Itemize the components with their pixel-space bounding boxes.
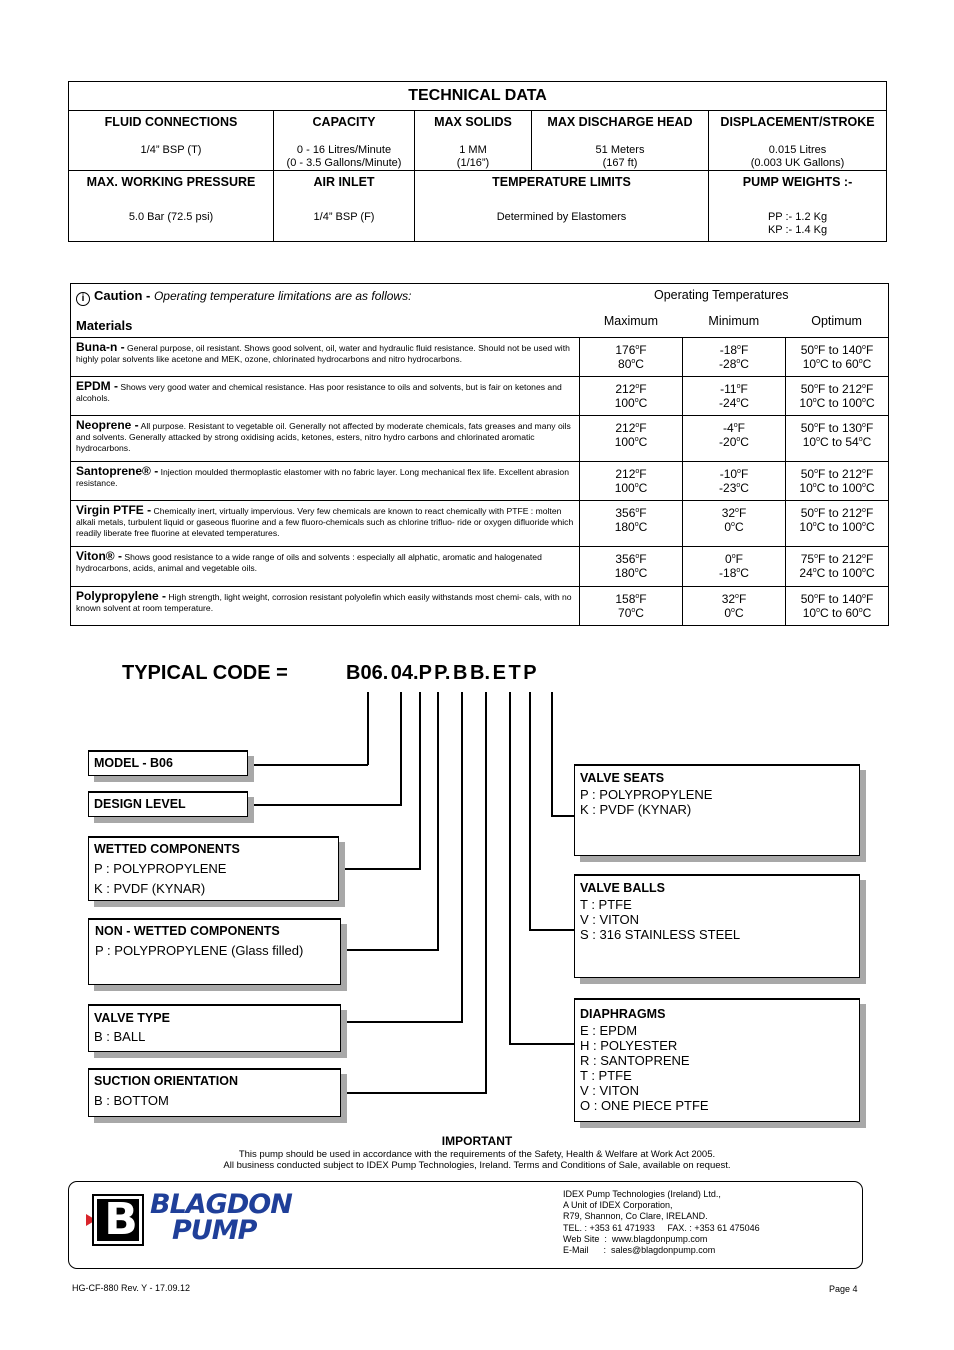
temp-number: 70 — [618, 606, 632, 620]
degree-unit: o — [814, 507, 818, 514]
temp-number: 54 — [845, 435, 859, 449]
temp-number: -10 — [719, 467, 738, 481]
material-row — [71, 416, 889, 462]
tech-cell-label: CAPACITY — [312, 115, 376, 129]
tech-cell-value — [415, 211, 708, 224]
tech-value-line: (0.003 UK Gallons) — [750, 157, 845, 169]
temp-optimum: 50$^o$F to 140$^o$F 10$^o$C to 60$^o$C — [786, 338, 889, 377]
material-row — [71, 547, 889, 587]
typical-code-value: B06. 04.P P. B B. E T P — [346, 662, 537, 684]
degree-unit: o — [858, 358, 863, 365]
material-description — [71, 547, 580, 587]
tech-cell-value — [709, 144, 886, 170]
temp-unit: C — [638, 481, 648, 495]
temp-number: 10 — [802, 606, 817, 620]
degree-unit: o — [631, 358, 636, 365]
tech-value-line: 0 - 16 Litres/Minute — [296, 144, 392, 156]
degree-unit: o — [814, 383, 818, 390]
temp-number: 176 — [615, 343, 636, 357]
temp-unit: F — [865, 343, 874, 357]
temp-unit: C — [862, 606, 872, 620]
temp-unit: F — [639, 467, 647, 481]
col-optimum: Optimum — [811, 314, 862, 328]
degree-unit: o — [862, 482, 866, 489]
tech-cell-label: TEMPERATURE LIMITS — [492, 175, 631, 189]
temp-number: 50 — [800, 467, 815, 481]
degree-unit: o — [737, 468, 741, 475]
temp-unit: C — [638, 520, 648, 534]
tech-cell-value — [415, 144, 531, 170]
temp-unit: C — [638, 435, 648, 449]
degree-unit: o — [731, 521, 735, 528]
degree-unit: o — [635, 593, 640, 600]
material-desc-text: Chemically inert, virtually impervious. Very few chemicals are known to react chemically with PTFE : molten alkali metals, turbulent liquid or gaseous fluorine and a few fluoro-chemicals such as chlorine trifluo- ride or oxygen difluoride which readily liberate free fluorine at elevated temperatures. — [76, 506, 574, 538]
tech-cell — [709, 111, 887, 171]
tech-cell-value — [274, 144, 414, 170]
materials-table — [70, 283, 889, 626]
degree-unit: o — [862, 397, 866, 404]
temp-unit: C — [740, 481, 749, 495]
caution-label: Caution - — [94, 288, 151, 303]
material-name: Polypropylene - — [76, 589, 167, 603]
temp-unit: F — [740, 343, 749, 357]
temp-number: 180 — [614, 566, 635, 580]
temp-number: 212 — [842, 382, 863, 396]
temp-number: 0 — [725, 552, 732, 566]
tech-cell — [709, 171, 887, 242]
degree-unit: o — [736, 383, 741, 390]
valve-balls-box: VALVE BALLS T : PTFE V : VITON S : 316 STAINLESS STEEL — [574, 874, 860, 978]
temp-min — [683, 338, 786, 377]
tech-value-line: 1/4” BSP (T) — [140, 144, 202, 156]
tech-cell-label: AIR INLET — [313, 175, 375, 189]
tech-value-line: 0.015 Litres — [768, 144, 827, 156]
temp-number: -23 — [719, 481, 737, 495]
material-row — [71, 587, 889, 626]
material-row — [71, 338, 889, 377]
degree-unit: o — [812, 567, 817, 574]
temp-number: 212 — [842, 552, 863, 566]
temp-number: 50 — [800, 506, 815, 520]
technical-data-table — [68, 81, 887, 242]
temp-number: 100 — [614, 396, 635, 410]
temp-number: 50 — [800, 382, 815, 396]
material-desc-text: Shows good resistance to a wide range of oils and solvents : especially all alphatic, aromatic and halogenated hydrocarbons, acids, animal and vegetable oils. — [76, 552, 542, 573]
temp-unit: F — [639, 506, 647, 520]
degree-unit: o — [631, 607, 636, 614]
tech-value-line: 1/4” BSP (F) — [313, 211, 375, 223]
tech-cell-label: FLUID CONNECTIONS — [104, 115, 238, 129]
temp-unit: C — [816, 481, 826, 495]
temp-unit: F — [738, 506, 747, 520]
degree-unit: o — [814, 553, 818, 560]
info-circle-icon: i — [76, 292, 90, 306]
temp-unit: C — [740, 357, 749, 371]
tech-value-line: 51 Meters — [595, 144, 645, 156]
temp-unit: F — [817, 552, 826, 566]
temp-max — [580, 547, 683, 587]
degree-unit: o — [731, 553, 736, 560]
suction-orientation-box: SUCTION ORIENTATION B : BOTTOM — [88, 1068, 341, 1117]
degree-unit: o — [635, 468, 640, 475]
temp-number: 212 — [615, 421, 636, 435]
temp-number: 130 — [842, 421, 863, 435]
degree-unit: o — [862, 344, 866, 351]
degree-unit: o — [858, 436, 863, 443]
degree-unit: o — [634, 521, 639, 528]
temp-number: 212 — [842, 467, 863, 481]
temp-unit: C — [865, 566, 875, 580]
temp-optimum: 50$^o$F to 130$^o$F 10$^o$C to 54$^o$C — [786, 416, 889, 462]
non-wetted-components-box: NON - WETTED COMPONENTS P : POLYPROPYLENE (Glass filled) — [88, 918, 341, 985]
degree-unit: o — [814, 344, 818, 351]
col-minimum: Minimum — [708, 314, 760, 328]
temp-unit: F — [735, 552, 743, 566]
wetted-components-box: WETTED COMPONENTS P : POLYPROPYLENE K : PVDF (KYNAR) — [88, 836, 339, 901]
temp-number: -28 — [719, 357, 737, 371]
caution-text: Operating temperature limitations are as follows: — [153, 289, 412, 303]
temp-number: 32 — [721, 592, 736, 606]
temp-optimum: 75$^o$F to 212$^o$F 24$^o$C to 100$^o$C — [786, 547, 889, 587]
document-reference: HG-CF-880 Rev. Y - 17.09.12 — [72, 1283, 191, 1293]
temp-unit: F — [817, 421, 826, 435]
tech-cell-label: MAX DISCHARGE HEAD — [547, 115, 693, 129]
tech-cell — [532, 111, 709, 171]
material-desc-text: High strength, light weight, corrosion resistant polyolefin which easily withstands most chemi- cals, with no known solvent at room temperature. — [76, 592, 572, 613]
material-name: Virgin PTFE - — [76, 503, 152, 517]
tech-cell-label: MAX. WORKING PRESSURE — [86, 175, 256, 189]
temp-unit: F — [639, 552, 647, 566]
tech-value-line: (1/16”) — [456, 157, 490, 169]
degree-unit: o — [634, 567, 639, 574]
temp-number: 50 — [800, 421, 815, 435]
temp-number: 60 — [845, 606, 859, 620]
temp-unit: F — [639, 382, 647, 396]
temp-unit: C — [740, 435, 749, 449]
temp-unit: F — [817, 343, 826, 357]
temp-number: 212 — [842, 506, 863, 520]
caution-cell — [71, 284, 580, 338]
temp-optimum: 50$^o$F to 212$^o$F 10$^o$C to 100$^o$C — [786, 462, 889, 501]
tech-cell-label: PUMP WEIGHTS :- — [742, 175, 853, 189]
temp-unit: F — [817, 592, 826, 606]
degree-unit: o — [862, 521, 866, 528]
degree-unit: o — [736, 436, 741, 443]
temp-unit: C — [734, 520, 744, 534]
temp-min — [683, 377, 786, 416]
tech-cell — [274, 171, 415, 242]
op-temps-header — [580, 284, 889, 338]
important-line-2: All business conducted subject to IDEX Pump Technologies, Ireland. Terms and Conditions of Sale, available on request. — [223, 1160, 731, 1171]
temp-number: -18 — [719, 566, 737, 580]
blagdon-pump-logo — [84, 1189, 304, 1248]
design-level-box: DESIGN LEVEL — [88, 791, 248, 817]
degree-unit: o — [733, 422, 738, 429]
degree-unit: o — [736, 397, 741, 404]
tech-value-line: KP :- 1.4 Kg — [767, 224, 828, 236]
temp-number: 32 — [721, 506, 736, 520]
temp-number: -4 — [723, 421, 734, 435]
temp-number: 10 — [802, 357, 817, 371]
temp-optimum: 50$^o$F to 140$^o$F 10$^o$C to 60$^o$C — [786, 587, 889, 626]
temp-min — [683, 501, 786, 547]
temp-number: 180 — [614, 520, 635, 534]
temp-min — [683, 416, 786, 462]
temp-max — [580, 416, 683, 462]
temp-unit: C — [820, 606, 829, 620]
temp-unit: C — [638, 566, 648, 580]
temp-unit: F — [639, 343, 647, 357]
temp-number: 356 — [615, 552, 636, 566]
important-title: IMPORTANT — [441, 1134, 513, 1148]
degree-unit: o — [862, 383, 866, 390]
material-desc-text: Injection moulded thermoplastic elastomer with no fabric layer. Long mechanical flex life. Excellent abrasion resistance. — [76, 467, 569, 488]
degree-unit: o — [812, 521, 817, 528]
degree-unit: o — [736, 482, 741, 489]
material-description — [71, 501, 580, 547]
temp-unit: F — [639, 421, 647, 435]
logo-text-pump: PUMP — [172, 1215, 257, 1246]
temp-min — [683, 587, 786, 626]
temp-unit: C — [862, 435, 872, 449]
temp-unit: F — [865, 552, 874, 566]
temp-unit: F — [865, 382, 874, 396]
degree-unit: o — [731, 607, 735, 614]
material-desc-text: All purpose. Resistant to vegetable oil. Generally not affected by moderate chemicals, fats greases and many oils and solvents. Generally attacked by strong oxidising acids, ketones, esters, nitro hydro carbons and chlorinated aromatic hydrocarbons. — [76, 421, 571, 453]
temp-max — [580, 338, 683, 377]
temp-number: 10 — [799, 481, 813, 495]
temp-unit: F — [865, 421, 874, 435]
temp-unit: F — [817, 467, 826, 481]
material-description — [71, 416, 580, 462]
temp-unit: C — [820, 357, 829, 371]
temp-unit: C — [740, 566, 749, 580]
temp-unit: C — [816, 520, 826, 534]
temp-unit: C — [740, 396, 749, 410]
temp-unit: C — [816, 396, 826, 410]
temp-number: 356 — [615, 506, 636, 520]
temp-optimum: 50$^o$F to 212$^o$F 10$^o$C to 100$^o$C — [786, 501, 889, 547]
temp-number: 100 — [842, 520, 863, 534]
temp-unit: F — [865, 592, 874, 606]
degree-unit: o — [634, 436, 639, 443]
temp-number: 212 — [615, 467, 636, 481]
material-description — [71, 377, 580, 416]
temp-number: 50 — [800, 592, 815, 606]
temp-max — [580, 587, 683, 626]
material-name: Neoprene - — [76, 418, 139, 432]
degree-unit: o — [862, 422, 866, 429]
degree-unit: o — [816, 607, 820, 614]
temp-unit: F — [865, 467, 874, 481]
temp-unit: F — [738, 592, 747, 606]
temp-number: 0 — [724, 520, 732, 534]
temp-number: 100 — [842, 566, 863, 580]
op-temps-label: Operating Temperatures — [653, 288, 789, 302]
temp-optimum: 50$^o$F to 212$^o$F 10$^o$C to 100$^o$C — [786, 377, 889, 416]
material-description — [71, 587, 580, 626]
degree-unit: o — [735, 593, 739, 600]
technical-data-title: TECHNICAL DATA — [69, 82, 887, 111]
degree-unit: o — [816, 358, 820, 365]
diaphragms-box: DIAPHRAGMS E : EPDM H : POLYESTER R : SANTOPRENE T : PTFE V : VITON O : ONE PIECE PTFE — [574, 998, 860, 1122]
tech-value-line: 5.0 Bar (72.5 psi) — [128, 211, 214, 223]
temp-unit: F — [817, 382, 826, 396]
tech-value-line: (0 - 3.5 Gallons/Minute) — [286, 157, 402, 169]
degree-unit: o — [737, 344, 741, 351]
important-line-1: This pump should be used in accordance with the requirements of the Safety, Health & Welfare at Work Act 2005. — [238, 1149, 716, 1160]
temp-number: 10 — [799, 396, 813, 410]
temp-number: -20 — [719, 435, 737, 449]
temp-number: -11 — [720, 382, 737, 396]
tech-value-line: Determined by Elastomers — [496, 211, 627, 223]
material-row — [71, 462, 889, 501]
temp-min — [683, 547, 786, 587]
temp-number: 100 — [614, 435, 635, 449]
degree-unit: o — [634, 482, 639, 489]
degree-unit: o — [816, 436, 820, 443]
degree-unit: o — [635, 383, 640, 390]
temp-number: 0 — [724, 606, 732, 620]
degree-unit: o — [736, 358, 741, 365]
temp-unit: F — [865, 506, 874, 520]
tech-cell — [69, 171, 274, 242]
temp-unit: C — [862, 357, 872, 371]
temp-unit: F — [737, 421, 745, 435]
temp-number: 140 — [842, 592, 863, 606]
tech-cell-value — [69, 211, 273, 224]
degree-unit: o — [635, 507, 640, 514]
material-name: Viton® - — [76, 549, 122, 563]
temp-number: 10 — [799, 520, 813, 534]
tech-cell-value — [69, 144, 273, 157]
company-address: IDEX Pump Technologies (Ireland) Ltd., A Unit of IDEX Corporation, R79, Shannon, Co Clare, IRELAND. TEL. : +353 61 471933 FAX. : +353 61 475046 Web Site : www.blagdonpump.com E-Mail : sales@blagdonpump.com — [563, 1189, 760, 1256]
page-number: Page 4 — [829, 1284, 858, 1294]
temp-number: 50 — [800, 343, 815, 357]
temp-unit: F — [817, 506, 826, 520]
degree-unit: o — [862, 507, 866, 514]
temp-unit: C — [635, 357, 644, 371]
material-desc-text: Shows very good water and chemical resistance. Has poor resistance to oils and solvents, but is fair on ketones and alcohols. — [76, 382, 562, 403]
temp-number: 212 — [615, 382, 636, 396]
material-row — [71, 501, 889, 547]
temp-unit: C — [865, 481, 875, 495]
degree-unit: o — [812, 397, 817, 404]
logo-text-blagdon: BLAGDON — [150, 1189, 292, 1220]
temp-number: 140 — [842, 343, 863, 357]
degree-unit: o — [814, 422, 818, 429]
materials-heading: Materials — [76, 318, 133, 333]
degree-unit: o — [862, 567, 866, 574]
tech-cell — [415, 111, 532, 171]
degree-unit: o — [862, 593, 866, 600]
logo-letter: B — [104, 1194, 138, 1245]
temp-unit: F — [740, 467, 749, 481]
degree-unit: o — [812, 482, 817, 489]
tech-cell — [415, 171, 709, 242]
degree-unit: o — [735, 507, 739, 514]
degree-unit: o — [736, 567, 741, 574]
temp-unit: C — [820, 435, 829, 449]
tech-value-line: PP :- 1.2 Kg — [767, 211, 828, 223]
temp-number: -18 — [719, 343, 738, 357]
temp-number: 80 — [618, 357, 632, 371]
tech-cell-value — [709, 211, 886, 237]
valve-type-box: VALVE TYPE B : BALL — [88, 1004, 341, 1052]
degree-unit: o — [862, 468, 866, 475]
material-row — [71, 377, 889, 416]
tech-cell-value — [274, 211, 414, 224]
temp-unit: C — [865, 396, 875, 410]
degree-unit: o — [862, 553, 866, 560]
degree-unit: o — [634, 397, 639, 404]
temp-number: 24 — [799, 566, 813, 580]
temp-max — [580, 377, 683, 416]
tech-value-line: 1 MM — [459, 144, 487, 156]
col-maximum: Maximum — [603, 314, 658, 328]
tech-cell-value — [532, 144, 708, 170]
temp-number: 60 — [845, 357, 859, 371]
temp-unit: F — [639, 592, 647, 606]
temp-unit: F — [740, 382, 748, 396]
valve-seats-box: VALVE SEATS P : POLYPROPYLENE K : PVDF (KYNAR) — [574, 764, 860, 856]
model-box: MODEL - B06 — [88, 750, 248, 776]
temp-number: -24 — [719, 396, 737, 410]
temp-unit: C — [816, 566, 826, 580]
degree-unit: o — [635, 422, 640, 429]
tech-cell — [274, 111, 415, 171]
temp-min — [683, 462, 786, 501]
temp-number: 10 — [802, 435, 817, 449]
temp-number: 75 — [800, 552, 815, 566]
temp-unit: C — [635, 606, 644, 620]
temp-max — [580, 462, 683, 501]
temp-unit: C — [734, 606, 744, 620]
degree-unit: o — [814, 468, 818, 475]
temp-number: 100 — [842, 396, 863, 410]
material-name: EPDM - — [76, 379, 118, 393]
degree-unit: o — [635, 344, 640, 351]
temp-unit: C — [638, 396, 648, 410]
temp-number: 100 — [614, 481, 635, 495]
tech-value-line: (167 ft) — [602, 157, 638, 169]
material-name: Santoprene® - — [76, 464, 159, 478]
material-description — [71, 462, 580, 501]
degree-unit: o — [814, 593, 818, 600]
degree-unit: o — [635, 553, 640, 560]
temp-number: 100 — [842, 481, 863, 495]
temp-unit: C — [865, 520, 875, 534]
material-description — [71, 338, 580, 377]
degree-unit: o — [858, 607, 863, 614]
temp-max — [580, 501, 683, 547]
tech-cell-label: MAX SOLIDS — [434, 115, 512, 129]
temp-number: 158 — [615, 592, 636, 606]
tech-cell-label: DISPLACEMENT/STROKE — [720, 115, 875, 129]
material-name: Buna-n - — [76, 340, 125, 354]
tech-cell — [69, 111, 274, 171]
typical-code-label: TYPICAL CODE = — [122, 662, 288, 684]
material-desc-text: General purpose, oil resistant. Shows good solvent, oil, water and hydraulic fluid resistance. Should not be used with highly polar solvents like acetone and MEK, ozone, chlorinated hydrocarbons and nitro hydrocarbons. — [76, 343, 570, 364]
